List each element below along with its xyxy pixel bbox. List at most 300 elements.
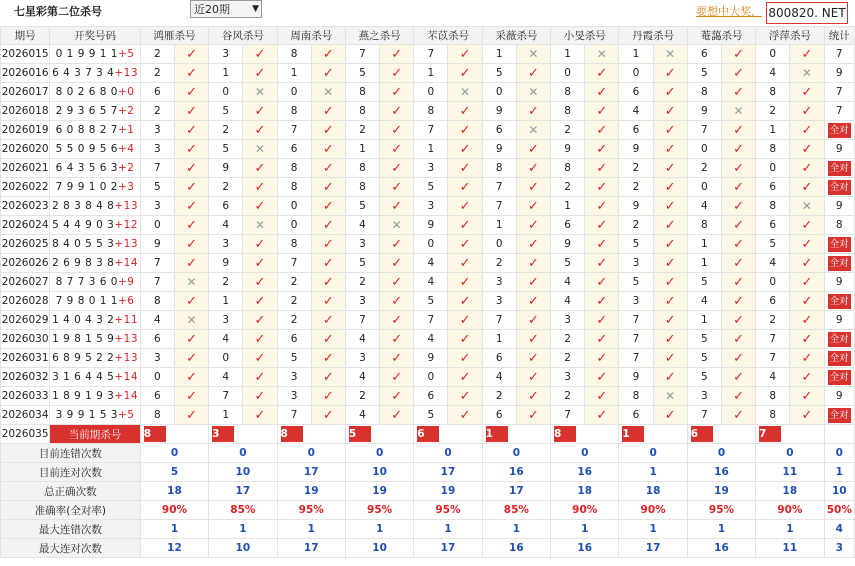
check-icon: ✓ <box>391 198 403 214</box>
current-pick-badge: 8 <box>144 426 166 442</box>
current-pick-cell <box>482 425 550 444</box>
draw-digits: 7 9 8 0 1 1 <box>55 295 118 307</box>
period-select[interactable] <box>190 0 262 18</box>
kill-pick-cell: 8 <box>756 387 790 406</box>
check-icon: ✓ <box>733 198 745 214</box>
result-mark-cell <box>174 216 208 235</box>
check-icon: ✓ <box>391 407 403 423</box>
kill-pick-cell: 8 <box>619 387 653 406</box>
check-icon: ✓ <box>733 217 745 233</box>
kill-pick-cell: 2 <box>209 178 243 197</box>
result-mark-cell <box>585 121 619 140</box>
kill-pick-cell: 4 <box>209 330 243 349</box>
cross-icon: ✕ <box>528 47 539 61</box>
check-icon: ✓ <box>528 274 539 290</box>
check-icon: ✓ <box>664 255 676 271</box>
draw-digits: 1 9 8 1 5 9 <box>52 333 115 345</box>
result-mark-cell <box>516 140 550 159</box>
result-mark-cell <box>311 254 345 273</box>
draw-number-cell <box>50 292 141 311</box>
check-icon: ✓ <box>528 103 539 119</box>
check-icon: ✓ <box>528 407 539 423</box>
result-mark-cell <box>311 140 345 159</box>
current-pick-badge: 8 <box>554 426 576 442</box>
result-mark-cell <box>311 311 345 330</box>
kill-pick-cell: 2 <box>619 178 653 197</box>
kill-pick-cell: 2 <box>619 216 653 235</box>
kill-pick-cell: 8 <box>551 83 585 102</box>
result-mark-cell <box>516 178 550 197</box>
draw-extra: +13 <box>114 200 139 212</box>
result-mark-cell <box>790 64 824 83</box>
summary-value: 16 <box>551 539 619 558</box>
result-mark-cell <box>653 254 687 273</box>
result-mark-cell <box>174 235 208 254</box>
kill-pick-cell: 5 <box>687 64 721 83</box>
column-header-expert: 燕之杀号 <box>345 27 413 45</box>
stats-cell <box>824 235 854 254</box>
period-cell: 2026034 <box>1 406 50 425</box>
period-select-value: 近20期 <box>194 3 230 16</box>
check-icon: ✓ <box>322 198 334 214</box>
check-icon: ✓ <box>322 217 334 233</box>
stats-value: 8 <box>835 219 843 231</box>
result-mark-cell <box>380 349 414 368</box>
summary-value: 5 <box>140 463 208 482</box>
kill-pick-cell: 8 <box>345 178 379 197</box>
check-icon: ✓ <box>391 160 403 176</box>
result-mark-cell <box>380 64 414 83</box>
check-icon: ✓ <box>596 274 608 290</box>
result-mark-cell <box>174 102 208 121</box>
check-icon: ✓ <box>322 65 334 81</box>
result-mark-cell <box>311 45 345 64</box>
result-mark-cell <box>174 349 208 368</box>
check-icon: ✓ <box>664 141 676 157</box>
kill-pick-cell: 7 <box>140 273 174 292</box>
all-correct-badge: 全对 <box>829 295 849 307</box>
draw-extra: +11 <box>114 314 139 326</box>
result-mark-cell <box>174 311 208 330</box>
kill-pick-cell: 4 <box>140 311 174 330</box>
check-icon: ✓ <box>459 407 471 423</box>
check-icon: ✓ <box>596 103 608 119</box>
period-cell: 2026015 <box>1 45 50 64</box>
summary-value: 17 <box>414 539 482 558</box>
result-mark-cell <box>380 368 414 387</box>
table-row <box>1 406 855 425</box>
kill-pick-cell: 7 <box>551 406 585 425</box>
all-correct-badge: 全对 <box>829 162 849 174</box>
current-pick-cell <box>277 425 345 444</box>
result-mark-cell <box>653 368 687 387</box>
cross-icon: ✕ <box>186 313 197 327</box>
kill-pick-cell: 3 <box>551 311 585 330</box>
result-mark-cell <box>380 311 414 330</box>
summary-value: 17 <box>619 539 687 558</box>
column-header-expert: 谷风杀号 <box>209 27 277 45</box>
kill-pick-cell: 2 <box>345 121 379 140</box>
result-mark-cell <box>311 273 345 292</box>
check-icon: ✓ <box>801 331 813 347</box>
check-icon: ✓ <box>459 217 471 233</box>
draw-number-cell <box>50 330 141 349</box>
check-icon: ✓ <box>596 312 608 328</box>
stats-value: 9 <box>835 200 843 212</box>
result-mark-cell <box>790 311 824 330</box>
kill-pick-cell: 7 <box>140 254 174 273</box>
check-icon: ✓ <box>186 46 198 62</box>
check-icon: ✓ <box>254 65 266 81</box>
result-mark-cell <box>790 368 824 387</box>
result-mark-cell <box>174 64 208 83</box>
period-cell: 2026016 <box>1 64 50 83</box>
check-icon: ✓ <box>254 255 266 271</box>
summary-value: 10 <box>824 482 854 501</box>
kill-pick-cell: 1 <box>414 64 448 83</box>
table-row <box>1 64 855 83</box>
summary-value: 95% <box>687 501 755 520</box>
kill-pick-cell: 6 <box>482 349 516 368</box>
check-icon: ✓ <box>528 179 539 195</box>
kill-pick-cell: 2 <box>551 349 585 368</box>
result-mark-cell <box>585 140 619 159</box>
cross-icon: ✕ <box>665 47 676 61</box>
result-mark-cell <box>516 102 550 121</box>
check-icon: ✓ <box>391 255 403 271</box>
kill-pick-cell: 8 <box>687 216 721 235</box>
draw-number-cell <box>50 349 141 368</box>
kill-pick-cell: 4 <box>619 102 653 121</box>
draw-digits: 6 4 3 7 3 4 <box>52 67 115 79</box>
kill-pick-cell: 4 <box>687 292 721 311</box>
check-icon: ✓ <box>733 255 745 271</box>
draw-number-cell <box>50 387 141 406</box>
result-mark-cell <box>174 121 208 140</box>
kill-pick-cell: 7 <box>277 254 311 273</box>
kill-pick-cell: 5 <box>209 102 243 121</box>
result-mark-cell <box>380 83 414 102</box>
draw-extra: +0 <box>117 86 135 98</box>
check-icon: ✓ <box>322 407 334 423</box>
summary-value: 85% <box>209 501 277 520</box>
result-mark-cell <box>585 159 619 178</box>
kill-pick-cell: 8 <box>277 235 311 254</box>
result-mark-cell <box>243 83 277 102</box>
result-mark-cell <box>174 159 208 178</box>
result-mark-cell <box>448 102 482 121</box>
kill-pick-cell: 2 <box>277 292 311 311</box>
check-icon: ✓ <box>459 65 471 81</box>
draw-extra: +2 <box>117 162 135 174</box>
check-icon: ✓ <box>733 350 745 366</box>
kill-pick-cell: 5 <box>345 254 379 273</box>
check-icon: ✓ <box>322 255 334 271</box>
result-mark-cell <box>585 45 619 64</box>
kill-pick-cell: 3 <box>140 140 174 159</box>
stats-cell <box>824 216 854 235</box>
result-mark-cell <box>653 349 687 368</box>
check-icon: ✓ <box>186 141 198 157</box>
result-mark-cell <box>585 349 619 368</box>
result-mark-cell <box>653 83 687 102</box>
summary-label: 总正确次数 <box>1 482 141 501</box>
result-mark-cell <box>380 254 414 273</box>
kill-pick-cell: 4 <box>345 216 379 235</box>
kill-pick-cell: 9 <box>140 235 174 254</box>
kill-pick-cell: 5 <box>756 235 790 254</box>
kill-pick-cell: 6 <box>619 121 653 140</box>
all-correct-badge: 全对 <box>829 181 849 193</box>
check-icon: ✓ <box>254 388 266 404</box>
kill-pick-cell: 2 <box>209 273 243 292</box>
kill-pick-cell: 8 <box>756 140 790 159</box>
stats-cell <box>824 83 854 102</box>
summary-value: 17 <box>482 482 550 501</box>
result-mark-cell <box>243 159 277 178</box>
summary-value: 90% <box>756 501 824 520</box>
kill-pick-cell: 5 <box>619 273 653 292</box>
kill-pick-cell: 4 <box>345 368 379 387</box>
check-icon: ✓ <box>733 369 745 385</box>
check-icon: ✓ <box>186 65 198 81</box>
result-mark-cell <box>516 273 550 292</box>
summary-value: 90% <box>551 501 619 520</box>
period-cell: 2026020 <box>1 140 50 159</box>
result-mark-cell <box>174 368 208 387</box>
cross-icon: ✕ <box>528 123 539 137</box>
kill-pick-cell: 3 <box>482 292 516 311</box>
kill-pick-cell: 3 <box>140 197 174 216</box>
kill-pick-cell: 7 <box>277 406 311 425</box>
result-mark-cell <box>516 159 550 178</box>
check-icon: ✓ <box>322 141 334 157</box>
draw-number-cell <box>50 178 141 197</box>
check-icon: ✓ <box>186 103 198 119</box>
summary-value: 90% <box>619 501 687 520</box>
kill-pick-cell: 0 <box>209 349 243 368</box>
draw-number-cell <box>50 216 141 235</box>
check-icon: ✓ <box>254 407 266 423</box>
kill-pick-cell: 2 <box>551 387 585 406</box>
result-mark-cell <box>243 330 277 349</box>
kill-pick-cell: 7 <box>209 387 243 406</box>
kill-pick-cell: 0 <box>482 235 516 254</box>
result-mark-cell <box>790 406 824 425</box>
result-mark-cell <box>174 83 208 102</box>
check-icon: ✓ <box>733 160 745 176</box>
draw-digits: 1 4 0 4 3 2 <box>52 314 115 326</box>
table-row <box>1 121 855 140</box>
check-icon: ✓ <box>391 179 403 195</box>
result-mark-cell <box>311 121 345 140</box>
kill-pick-cell: 7 <box>687 121 721 140</box>
kill-pick-cell: 2 <box>551 178 585 197</box>
summary-value: 18 <box>551 482 619 501</box>
column-header-expert: 浮萍杀号 <box>756 27 824 45</box>
kill-pick-cell: 7 <box>414 45 448 64</box>
stats-value: 9 <box>835 314 843 326</box>
result-mark-cell <box>790 102 824 121</box>
result-mark-cell <box>174 273 208 292</box>
check-icon: ✓ <box>322 236 334 252</box>
check-icon: ✓ <box>391 350 403 366</box>
check-icon: ✓ <box>186 122 198 138</box>
table-row <box>1 292 855 311</box>
kill-pick-cell: 7 <box>414 121 448 140</box>
result-mark-cell <box>516 254 550 273</box>
summary-value: 1 <box>756 520 824 539</box>
kill-pick-cell: 7 <box>756 349 790 368</box>
kill-pick-cell: 0 <box>414 368 448 387</box>
check-icon: ✓ <box>596 122 608 138</box>
period-cell: 2026018 <box>1 102 50 121</box>
kill-pick-cell: 1 <box>687 235 721 254</box>
kill-pick-cell: 9 <box>551 140 585 159</box>
result-mark-cell <box>448 368 482 387</box>
result-mark-cell <box>721 197 755 216</box>
result-mark-cell <box>653 197 687 216</box>
result-mark-cell <box>448 121 482 140</box>
check-icon: ✓ <box>186 217 198 233</box>
check-icon: ✓ <box>801 274 813 290</box>
kill-pick-cell: 9 <box>482 102 516 121</box>
result-mark-cell <box>653 311 687 330</box>
draw-digits: 6 0 8 8 2 7 <box>55 124 118 136</box>
table-row <box>1 311 855 330</box>
kill-pick-cell: 6 <box>482 121 516 140</box>
kill-pick-cell: 7 <box>345 45 379 64</box>
draw-extra: +2 <box>117 105 135 117</box>
check-icon: ✓ <box>254 103 266 119</box>
period-cell: 2026032 <box>1 368 50 387</box>
result-mark-cell <box>243 216 277 235</box>
result-mark-cell <box>721 406 755 425</box>
kill-pick-cell: 2 <box>551 330 585 349</box>
result-mark-cell <box>653 64 687 83</box>
check-icon: ✓ <box>664 236 676 252</box>
kill-pick-cell: 4 <box>482 368 516 387</box>
result-mark-cell <box>380 45 414 64</box>
result-mark-cell <box>653 102 687 121</box>
kill-pick-cell: 2 <box>140 45 174 64</box>
table-row <box>1 83 855 102</box>
summary-row <box>1 520 855 539</box>
check-icon: ✓ <box>801 122 813 138</box>
stats-cell <box>824 273 854 292</box>
result-mark-cell <box>790 140 824 159</box>
summary-value: 16 <box>482 463 550 482</box>
summary-value: 50% <box>824 501 854 520</box>
check-icon: ✓ <box>733 84 745 100</box>
kill-pick-cell: 0 <box>551 64 585 83</box>
result-mark-cell <box>516 64 550 83</box>
kill-pick-cell: 1 <box>687 311 721 330</box>
check-icon: ✓ <box>596 236 608 252</box>
summary-value: 19 <box>414 482 482 501</box>
kill-pick-cell: 1 <box>209 406 243 425</box>
kill-pick-cell: 5 <box>414 406 448 425</box>
result-mark-cell <box>516 406 550 425</box>
summary-label: 最大连错次数 <box>1 520 141 539</box>
check-icon: ✓ <box>664 331 676 347</box>
check-icon: ✓ <box>596 293 608 309</box>
check-icon: ✓ <box>459 369 471 385</box>
table-row <box>1 197 855 216</box>
result-mark-cell <box>516 83 550 102</box>
check-icon: ✓ <box>596 84 608 100</box>
check-icon: ✓ <box>801 84 813 100</box>
kill-pick-cell: 7 <box>482 178 516 197</box>
kill-pick-cell: 5 <box>687 273 721 292</box>
kill-pick-cell: 7 <box>482 197 516 216</box>
result-mark-cell <box>721 292 755 311</box>
stats-cell <box>824 406 854 425</box>
summary-value: 10 <box>209 463 277 482</box>
check-icon: ✓ <box>391 236 403 252</box>
result-mark-cell <box>243 45 277 64</box>
check-icon: ✓ <box>186 84 198 100</box>
result-mark-cell <box>243 387 277 406</box>
summary-value: 11 <box>756 539 824 558</box>
kill-pick-cell: 2 <box>551 121 585 140</box>
result-mark-cell <box>311 102 345 121</box>
kill-pick-cell: 9 <box>482 140 516 159</box>
cross-icon: ✕ <box>186 275 197 289</box>
check-icon: ✓ <box>254 293 266 309</box>
stats-value: 7 <box>835 105 843 117</box>
summary-value: 18 <box>756 482 824 501</box>
check-icon: ✓ <box>528 331 539 347</box>
stats-cell <box>824 292 854 311</box>
result-mark-cell <box>721 83 755 102</box>
kill-pick-cell: 0 <box>756 159 790 178</box>
draw-extra: +4 <box>117 143 135 155</box>
check-icon: ✓ <box>733 236 745 252</box>
promo-link[interactable]: 要想中大奖， <box>696 5 762 18</box>
all-correct-badge: 全对 <box>829 409 849 421</box>
watermark-logo: 800820. NET <box>766 2 848 24</box>
kill-pick-cell: 6 <box>140 330 174 349</box>
result-mark-cell <box>448 64 482 83</box>
result-mark-cell <box>448 216 482 235</box>
check-icon: ✓ <box>186 255 198 271</box>
current-pick-badge: 1 <box>622 426 644 442</box>
summary-value: 12 <box>140 539 208 558</box>
result-mark-cell <box>174 140 208 159</box>
result-mark-cell <box>721 121 755 140</box>
stats-cell <box>824 121 854 140</box>
check-icon: ✓ <box>733 122 745 138</box>
result-mark-cell <box>380 140 414 159</box>
check-icon: ✓ <box>254 312 266 328</box>
current-pick-cell <box>209 425 277 444</box>
period-cell: 2026022 <box>1 178 50 197</box>
kill-pick-cell: 7 <box>619 311 653 330</box>
summary-row <box>1 444 855 463</box>
result-mark-cell <box>311 292 345 311</box>
result-mark-cell <box>721 64 755 83</box>
check-icon: ✓ <box>254 122 266 138</box>
check-icon: ✓ <box>186 293 198 309</box>
draw-extra: +5 <box>117 48 135 60</box>
kill-pick-cell: 5 <box>277 349 311 368</box>
cross-icon: ✕ <box>254 85 265 99</box>
result-mark-cell <box>585 311 619 330</box>
column-header-stats: 统计 <box>824 27 854 45</box>
current-period-label: 当前期杀号 <box>50 425 141 444</box>
check-icon: ✓ <box>322 179 334 195</box>
